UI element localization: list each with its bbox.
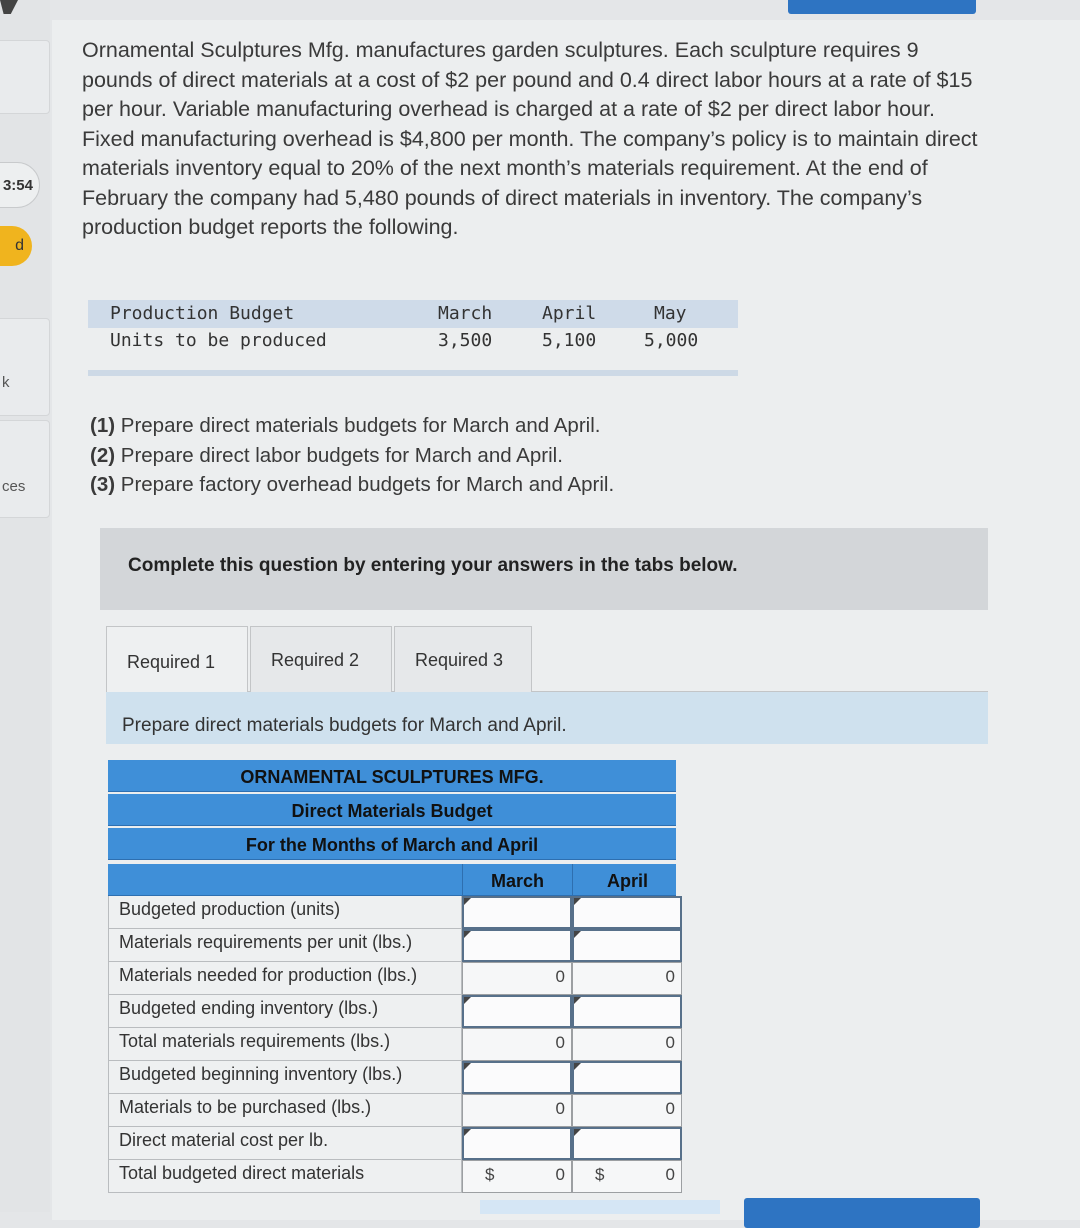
production-value: 5,100 xyxy=(542,330,597,351)
indicator-icon xyxy=(574,931,581,938)
row-label: Total budgeted direct materials xyxy=(108,1160,462,1193)
input-cell-march[interactable] xyxy=(462,1061,572,1094)
computed-cell-april: 0 xyxy=(572,1028,682,1061)
left-sidebar xyxy=(0,0,50,1212)
question-text: Ornamental Sculptures Mfg. manufactures garden sculptures. Each sculpture requires 9 pounds of direct materials at a cost of $2 per pound and 0.4 direct labor hours at a rate of $15 per hour. Variable manufacturing overhead is charged at a rate of $2 per direct labor hour. Fixed manufacturing overhead is $4,800 per month. The company’s policy is to maintain direct materials inventory equal to 20% of the next month’s materials requirement. At the end of February the company had 5,480 pounds of direct materials in inventory. The company’s production budget reports the following. xyxy=(82,38,978,239)
indicator-icon xyxy=(464,931,471,938)
column-march: March xyxy=(462,864,572,896)
indicator-icon xyxy=(574,997,581,1004)
tab-required-3[interactable]: Required 3 xyxy=(394,626,532,694)
indicator-icon xyxy=(574,898,581,905)
table-row xyxy=(108,1028,676,1061)
computed-cell-march: 0 xyxy=(462,1028,572,1061)
computed-cell-march: 0 xyxy=(462,962,572,995)
production-value: 5,000 xyxy=(644,330,699,351)
computed-cell-april: 0 xyxy=(572,1094,682,1127)
tab-required-2[interactable]: Required 2 xyxy=(250,626,392,694)
instructions-banner: Complete this question by entering your answers in the tabs below. xyxy=(100,528,988,610)
table-row xyxy=(108,1160,676,1193)
sidebar-label: k xyxy=(2,374,10,391)
row-label: Materials requirements per unit (lbs.) xyxy=(108,929,462,962)
input-cell-march[interactable] xyxy=(462,929,572,962)
tab-instruction: Prepare direct materials budgets for March and April. xyxy=(106,692,988,744)
row-label: Total materials requirements (lbs.) xyxy=(108,1028,462,1061)
sidebar-card[interactable] xyxy=(0,318,50,416)
row-label: Budgeted production (units) xyxy=(108,896,462,929)
indicator-icon xyxy=(464,898,471,905)
indicator-icon xyxy=(464,1129,471,1136)
requirement-item: (2) Prepare direct labor budgets for March and April. xyxy=(90,443,563,467)
sidebar-card[interactable] xyxy=(0,40,50,114)
input-cell-march[interactable] xyxy=(462,1127,572,1160)
budget-column-header xyxy=(108,864,676,896)
sidebar-card[interactable] xyxy=(0,420,50,518)
budget-company: ORNAMENTAL SCULPTURES MFG. xyxy=(108,760,676,792)
bottom-action-button[interactable] xyxy=(744,1198,980,1228)
computed-cell-march: 0 xyxy=(462,1094,572,1127)
timer-badge: 3:54 xyxy=(0,162,40,208)
indicator-icon xyxy=(464,1063,471,1070)
table-row xyxy=(108,929,676,962)
row-label: Direct material cost per lb. xyxy=(108,1127,462,1160)
row-label: Materials to be purchased (lbs.) xyxy=(108,1094,462,1127)
tab-required-1[interactable]: Required 1 xyxy=(106,626,248,698)
production-budget-table xyxy=(88,300,738,376)
input-cell-march[interactable] xyxy=(462,995,572,1028)
column-april: April xyxy=(572,864,682,896)
table-row xyxy=(108,896,676,929)
computed-cell-march: $ 0 xyxy=(462,1160,572,1193)
input-cell-april[interactable] xyxy=(572,1061,682,1094)
production-row-label: Units to be produced xyxy=(110,330,327,351)
requirement-item: (1) Prepare direct materials budgets for March and April. xyxy=(90,414,601,437)
budget-title: Direct Materials Budget xyxy=(108,794,676,826)
computed-cell-april: $ 0 xyxy=(572,1160,682,1193)
logo-mark xyxy=(0,0,18,14)
table-row xyxy=(108,995,676,1028)
indicator-icon xyxy=(464,997,471,1004)
budget-period: For the Months of March and April xyxy=(108,828,676,860)
table-row xyxy=(108,1127,676,1160)
input-cell-april[interactable] xyxy=(572,1127,682,1160)
month-header: March xyxy=(438,303,493,324)
input-cell-april[interactable] xyxy=(572,929,682,962)
indicator-icon xyxy=(574,1129,581,1136)
table-row xyxy=(108,1061,676,1094)
table-row xyxy=(108,1094,676,1127)
input-cell-april[interactable] xyxy=(572,995,682,1028)
top-action-button[interactable] xyxy=(788,0,976,14)
sidebar-label: ces xyxy=(2,478,26,495)
production-budget-title: Production Budget xyxy=(110,303,295,324)
requirement-item: (3) Prepare factory overhead budgets for March and April. xyxy=(90,473,615,496)
table-row xyxy=(108,962,676,995)
computed-cell-april: 0 xyxy=(572,962,682,995)
production-value: 3,500 xyxy=(438,330,493,351)
input-cell-march[interactable] xyxy=(462,896,572,929)
indicator-icon xyxy=(574,1063,581,1070)
month-header: May xyxy=(654,303,687,324)
sidebar-badge[interactable]: d xyxy=(0,226,32,266)
row-label: Budgeted beginning inventory (lbs.) xyxy=(108,1061,462,1094)
requirements-list xyxy=(90,411,614,500)
row-label: Budgeted ending inventory (lbs.) xyxy=(108,995,462,1028)
month-header: April xyxy=(542,303,597,324)
input-cell-april[interactable] xyxy=(572,896,682,929)
row-label: Materials needed for production (lbs.) xyxy=(108,962,462,995)
